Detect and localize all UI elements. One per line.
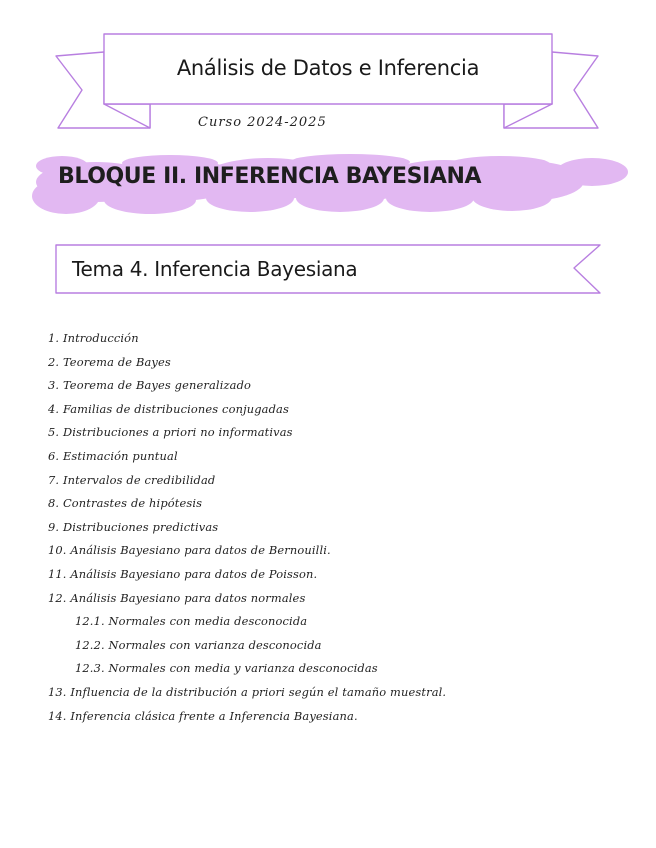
- title-ribbon: [56, 34, 598, 128]
- toc-item: 12. Análisis Bayesiano para datos normales: [48, 590, 306, 605]
- document-title: Análisis de Datos e Inferencia: [176, 56, 480, 80]
- course-year: Curso 2024-2025: [198, 115, 327, 130]
- toc-subitem: 12.1. Normales con media desconocida: [75, 614, 308, 629]
- toc-item: 6. Estimación puntual: [48, 448, 178, 463]
- toc-item: 13. Influencia de la distribución a priori según el tamaño muestral.: [48, 684, 447, 699]
- toc-item: 10. Análisis Bayesiano para datos de Bernouilli.: [48, 543, 331, 558]
- toc-item: 5. Distribuciones a priori no informativas: [48, 425, 293, 440]
- toc-item: 3. Teorema de Bayes generalizado: [48, 378, 252, 393]
- toc-item: 9. Distribuciones predictivas: [48, 519, 219, 534]
- toc-subitem: 12.2. Normales con varianza desconocida: [75, 637, 322, 652]
- toc-item: 7. Intervalos de credibilidad: [48, 472, 216, 487]
- toc-subitem: 12.3. Normales con media y varianza desconocidas: [75, 661, 378, 676]
- table-of-contents: [48, 329, 446, 730]
- toc-item: 14. Inferencia clásica frente a Inferencia Bayesiana.: [48, 708, 358, 723]
- toc-item: 1. Introducción: [48, 331, 139, 345]
- topic-title: Tema 4. Inferencia Bayesiana: [72, 257, 358, 281]
- toc-item: 8. Contrastes de hipótesis: [48, 496, 203, 511]
- toc-item: 2. Teorema de Bayes: [48, 354, 171, 369]
- toc-item: 4. Familias de distribuciones conjugadas: [48, 401, 289, 416]
- block-title: BLOQUE II. INFERENCIA BAYESIANA: [58, 164, 482, 189]
- toc-item: 11. Análisis Bayesiano para datos de Poisson.: [48, 566, 318, 581]
